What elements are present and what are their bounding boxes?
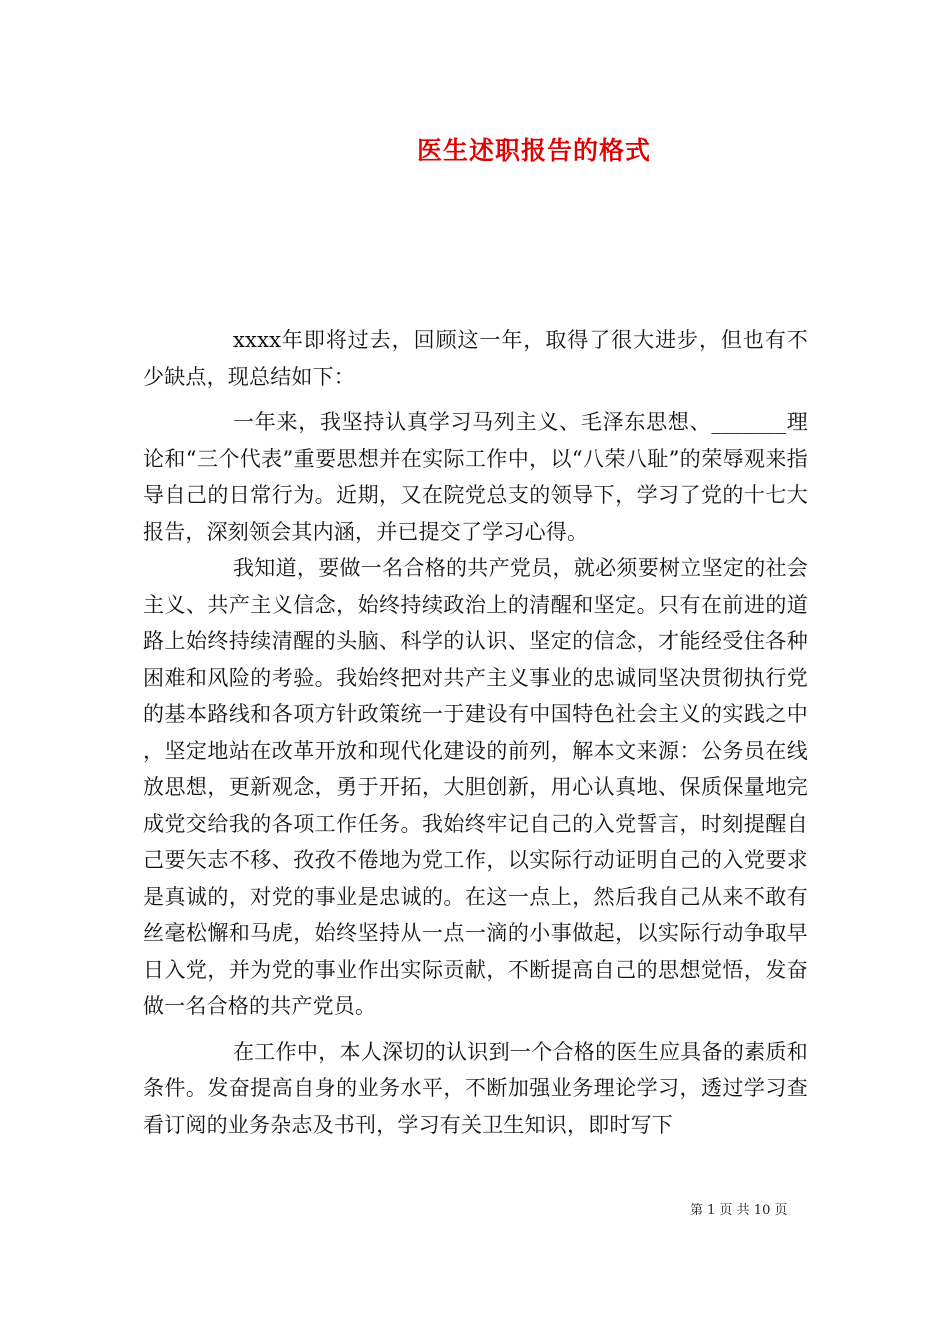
- document-title: 医生述职报告的格式: [416, 136, 651, 165]
- paragraph-intro: xxxx年即将过去，回顾这一年，取得了很大进步，但也有不少缺点，现总结如下：: [143, 328, 808, 389]
- paragraph-party-member: 我知道，要做一名合格的共产党员，就必须要树立坚定的社会主义、共产主义信念，始终持续政治上的清醒和坚定。只有在前进的道路上始终持续清醒的头脑、科学的认识、坚定的信念，才能经受住各种困难和风险的考验。我始终把对共产主义事业的忠诚同坚决贯彻执行党的基本路线和各项方针政策统一于建设有中国特色社会主义的实践之中，坚定地站在改革开放和现代化建设的前列，解本文来源：公务员在线放思想，更新观念，勇于开拓，大胆创新，用心认真地、保质保量地完成党交给我的各项工作任务。我始终牢记自己的入党誓言，时刻提醒自己要矢志不移、孜孜不倦地为党工作，以实际行动证明自己的入党要求是真诚的，对党的事业是忠诚的。在这一点上，然后我自己从来不敢有丝毫松懈和马虎，始终坚持从一点一滴的小事做起，以实际行动争取早日入党，并为党的事业作出实际贡献，不断提高自己的思想觉悟，发奋做一名合格的共产党员。: [143, 556, 808, 1018]
- paragraph-work: 在工作中，本人深切的认识到一个合格的医生应具备的素质和条件。发奋提高自身的业务水平，不断加强业务理论学习，透过学习查看订阅的业务杂志及书刊，学习有关卫生知识，即时写下: [143, 1039, 808, 1137]
- document-body: [143, 322, 808, 1143]
- paragraph-study: 一年来，我坚持认真学习马列主义、毛泽东思想、_______理论和“三个代表”重要思想并在实际工作中，以“八荣八耻”的荣辱观来指导自己的日常行为。近期，又在院党总支的领导下，学习了党的十七大报告，深刻领会其内涵，并已提交了学习心得。: [143, 410, 808, 544]
- page-number: 第 1 页 共 10 页: [690, 1203, 788, 1218]
